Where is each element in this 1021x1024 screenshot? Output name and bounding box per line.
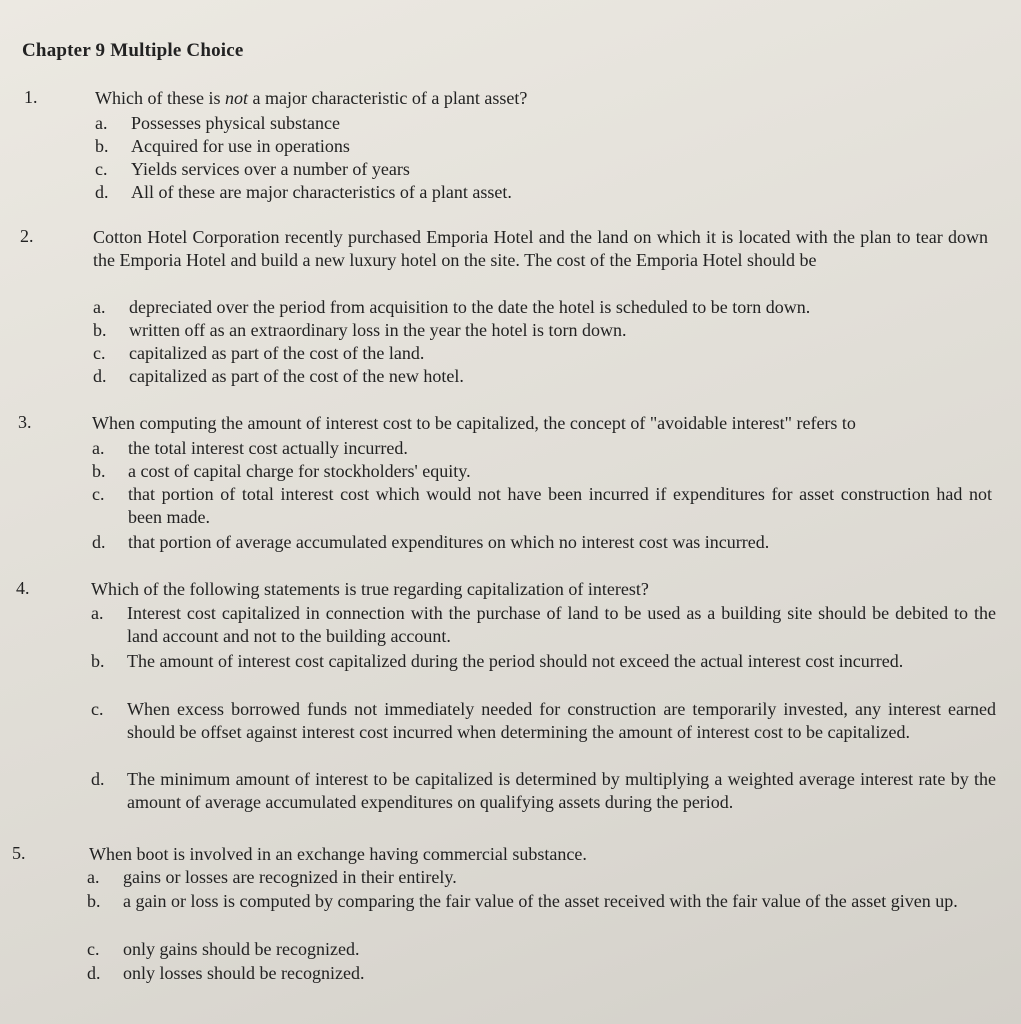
choice-c <box>87 938 999 961</box>
question-stem: When computing the amount of interest cost to be capitalized, the concept of "avoidable interest" refers to <box>92 413 856 433</box>
choice-text: only losses should be recognized. <box>123 963 365 983</box>
choice-c <box>95 158 975 181</box>
choice-letter: a. <box>93 297 106 317</box>
choice-a <box>95 112 975 135</box>
choice-d <box>95 181 975 204</box>
choice-text: a cost of capital charge for stockholders' equity. <box>128 461 471 481</box>
choice-d <box>93 365 988 388</box>
choice-c <box>93 342 988 365</box>
choice-letter: b. <box>95 136 109 156</box>
choice-text: the total interest cost actually incurred. <box>128 438 408 458</box>
choice-letter: a. <box>95 113 108 133</box>
choice-text: a gain or loss is computed by comparing the fair value of the asset received with the fair value of the asset given up. <box>123 891 958 911</box>
question-stem: Which of the following statements is true regarding capitalization of interest? <box>91 579 649 599</box>
choice-letter: d. <box>95 182 109 202</box>
choice-a <box>93 296 988 319</box>
choice-letter: c. <box>93 343 106 363</box>
choice-text: capitalized as part of the cost of the land. <box>129 343 425 363</box>
question-number: 5. <box>12 843 26 863</box>
question-number: 2. <box>20 226 34 246</box>
choice-b <box>95 135 975 158</box>
choice-text: Acquired for use in operations <box>131 136 350 156</box>
choice-text: depreciated over the period from acquisition to the date the hotel is scheduled to be torn down. <box>129 297 811 317</box>
choice-letter: d. <box>92 532 106 552</box>
choice-d <box>91 768 996 814</box>
question-number: 1. <box>24 87 38 107</box>
choice-letter: a. <box>92 438 105 458</box>
choice-a <box>91 602 996 648</box>
choice-letter: d. <box>87 963 101 983</box>
question-stem: Cotton Hotel Corporation recently purchased Emporia Hotel and the land on which it is located with the plan to tear down the Emporia Hotel and build a new luxury hotel on the site. The cost of the Emporia Hotel should be <box>93 227 988 270</box>
choice-letter: a. <box>91 603 104 623</box>
choice-d <box>92 531 992 554</box>
question-stem: Which of these is not a major characteristic of a plant asset? <box>95 88 528 108</box>
choice-b <box>91 650 996 696</box>
choice-letter: b. <box>87 891 101 911</box>
choice-c <box>91 698 996 767</box>
choice-text: that portion of average accumulated expenditures on which no interest cost was incurred. <box>128 532 770 552</box>
choice-letter: c. <box>95 159 108 179</box>
page-title: Chapter 9 Multiple Choice <box>22 40 244 61</box>
choice-b <box>87 890 999 936</box>
choice-c <box>92 483 992 529</box>
choice-text: only gains should be recognized. <box>123 939 360 959</box>
choice-letter: d. <box>93 366 107 386</box>
choice-text: The amount of interest cost capitalized during the period should not exceed the actual interest cost incurred. <box>127 651 904 671</box>
question-stem: When boot is involved in an exchange having commercial substance. <box>89 844 587 864</box>
choice-letter: c. <box>91 699 104 719</box>
choice-text: When excess borrowed funds not immediately needed for construction are temporarily invested, any interest earned should be offset against interest cost incurred when determining the amount of interest cost to be capitalized. <box>127 699 996 742</box>
choice-b <box>92 460 992 483</box>
choice-letter: b. <box>93 320 107 340</box>
choice-text: The minimum amount of interest to be capitalized is determined by multiplying a weighted average interest rate by the amount of average accumulated expenditures on qualifying assets during the period. <box>127 769 996 812</box>
choice-letter: c. <box>87 939 100 959</box>
choice-text: gains or losses are recognized in their entirely. <box>123 867 457 887</box>
question-number: 3. <box>18 412 32 432</box>
choice-text: All of these are major characteristics of a plant asset. <box>131 182 512 202</box>
choice-a <box>92 437 992 460</box>
choice-letter: b. <box>91 651 105 671</box>
choice-text: Possesses physical substance <box>131 113 340 133</box>
choice-text: Yields services over a number of years <box>131 159 410 179</box>
choice-text: written off as an extraordinary loss in the year the hotel is torn down. <box>129 320 627 340</box>
choice-text: capitalized as part of the cost of the new hotel. <box>129 366 464 386</box>
choice-letter: b. <box>92 461 106 481</box>
question-number: 4. <box>16 578 30 598</box>
choice-letter: a. <box>87 867 100 887</box>
choice-a <box>87 866 999 889</box>
choice-b <box>93 319 988 342</box>
choice-letter: d. <box>91 769 105 789</box>
choice-letter: c. <box>92 484 105 504</box>
choice-d <box>87 962 999 985</box>
choice-text: that portion of total interest cost which would not have been incurred if expenditures for asset construction had not been made. <box>128 484 992 527</box>
choice-text: Interest cost capitalized in connection with the purchase of land to be used as a building site should be debited to the land account and not to the building account. <box>127 603 996 646</box>
